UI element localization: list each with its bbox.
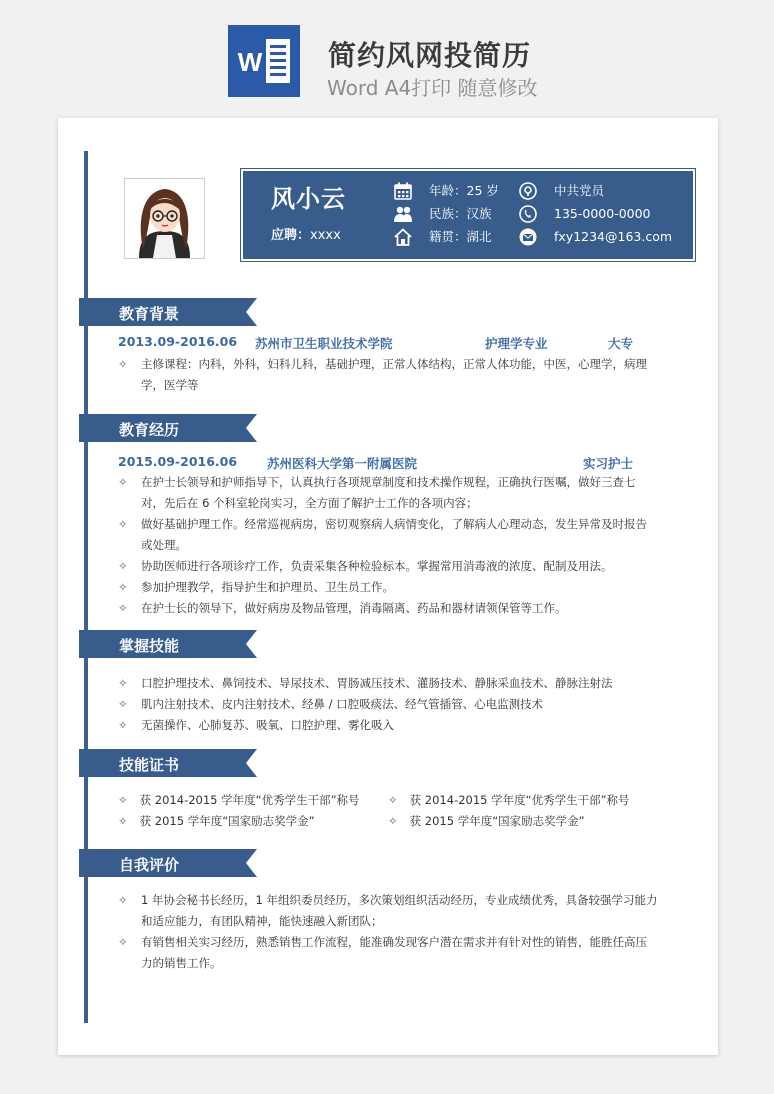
timeline-line <box>84 151 88 1023</box>
home-icon <box>393 227 413 247</box>
resume-page <box>58 118 718 1055</box>
section-self-evaluation: 自我评价 <box>79 849 257 877</box>
apply-position: 应聘：xxxx <box>271 228 341 243</box>
email-icon <box>518 227 538 247</box>
profile-header: 风小云 应聘：xxxx 年龄：25 岁 民族：汉族 籍贯：湖北 中共党员 135-0000-0000 fxy1234@163.com <box>243 171 693 259</box>
self-eval-item: ✧ 1 年协会秘书长经历，1 年组织委员经历，多次策划组织活动经历，专业成绩优秀，具备较强学习能力和适应能力，有团队精神，能快速融入新团队； <box>118 893 658 928</box>
cert-item: ✧ 获 2015 学年度“国家励志奖学金” <box>118 814 315 828</box>
edu-school: 苏州市卫生职业技术学院 <box>255 336 393 351</box>
people-icon <box>393 204 413 224</box>
edu-degree: 大专 <box>608 336 634 351</box>
cert-item: ✧ 获 2014-2015 学年度“优秀学生干部”称号 <box>118 793 360 807</box>
cert-item: ✧ 获 2014-2015 学年度“优秀学生干部”称号 <box>388 793 630 807</box>
skill-item: ✧ 肌内注射技术、皮内注射技术、经鼻 / 口腔吸痰法、经气管插管、心电监测技术 <box>118 697 544 711</box>
word-logo-icon <box>228 25 300 97</box>
exp-item: ✧ 在护士长的领导下，做好病房及物品管理，消毒隔离、药品和器材请领保管等工作。 <box>118 601 567 615</box>
exp-period: 2015.09-2016.06 <box>118 454 238 469</box>
candidate-name: 风小云 <box>271 185 346 213</box>
profile-photo <box>124 178 205 259</box>
banner <box>0 0 774 110</box>
section-experience: 教育经历 <box>79 414 257 442</box>
exp-role: 实习护士 <box>583 456 634 471</box>
exp-org: 苏州医科大学第一附属医院 <box>267 456 418 471</box>
banner-subtitle: Word A4打印 随意修改 <box>327 76 538 100</box>
calendar-icon <box>393 181 413 201</box>
exp-item: ✧ 协助医师进行各项诊疗工作，负责采集各种检验标本。掌握常用消毒液的浓度、配制及用法。 <box>118 559 613 573</box>
self-eval-item: ✧ 有销售相关实习经历，熟悉销售工作流程，能准确发现客户潜在需求并有针对性的销售，能胜任高压力的销售工作。 <box>118 935 647 970</box>
edu-course-item: ✧ 主修课程：内科，外科，妇科儿科，基础护理，正常人体结构，正常人体功能，中医，心理学，病理学，医学等 <box>118 357 647 392</box>
phone-icon <box>518 204 538 224</box>
section-education-background: 教育背景 <box>79 298 257 326</box>
avatar-illustration-icon <box>125 179 204 258</box>
location-pin-icon <box>518 181 538 201</box>
edu-major: 护理学专业 <box>485 336 548 351</box>
section-skills: 掌握技能 <box>79 630 257 658</box>
exp-item: ✧ 做好基础护理工作。经常巡视病房，密切观察病人病情变化，了解病人心理动态，发生异常及时报告或处理。 <box>118 517 647 552</box>
exp-item: ✧ 在护士长领导和护师指导下，认真执行各项规章制度和技术操作规程，正确执行医嘱，做好三查七对，先后在 6 个科室轮岗实习，全方面了解护士工作的各项内容； <box>118 475 636 510</box>
banner-title: 简约风网投简历 <box>328 39 532 72</box>
section-certificates: 技能证书 <box>79 749 257 777</box>
skill-item: ✧ 无菌操作、心肺复苏、吸氧、口腔护理、雾化吸入 <box>118 718 394 732</box>
svg-text:W: W <box>237 47 263 77</box>
cert-item: ✧ 获 2015 学年度“国家励志奖学金” <box>388 814 585 828</box>
skill-item: ✧ 口腔护理技术、鼻饲技术、导尿技术、胃肠减压技术、灌肠技术、静脉采血技术、静脉注射法 <box>118 676 613 690</box>
edu-period: 2013.09-2016.06 <box>118 334 238 349</box>
exp-item: ✧ 参加护理教学，指导护生和护理员、卫生员工作。 <box>118 580 394 594</box>
